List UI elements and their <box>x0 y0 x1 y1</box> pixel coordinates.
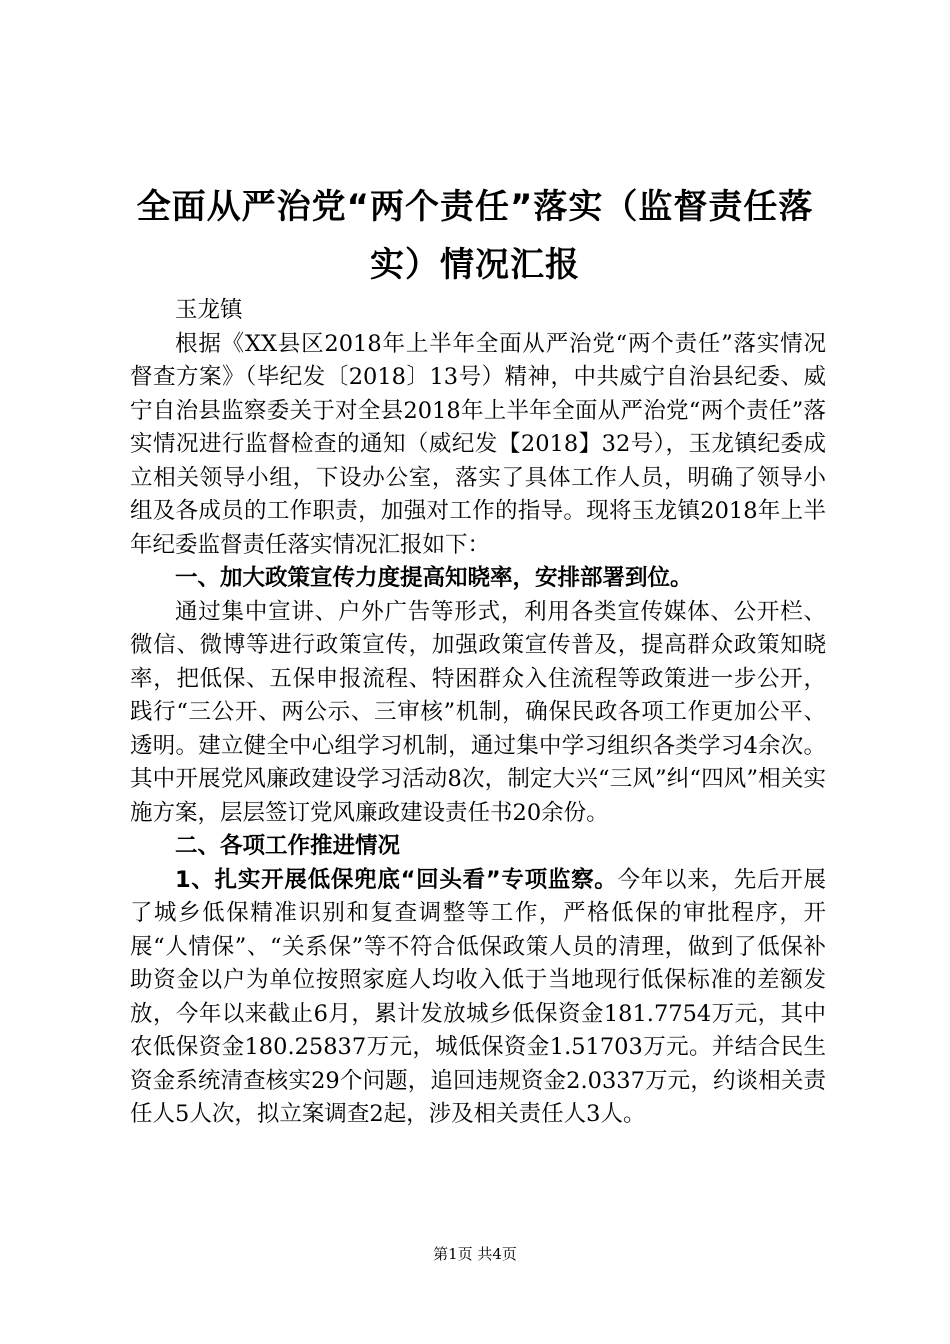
item-1-lead: 1、扎实开展低保兜底“回头看”专项监察。 <box>175 866 618 893</box>
author-line: 玉龙镇 <box>175 297 243 323</box>
document-body <box>130 294 826 1132</box>
section-1-heading: 一、加大政策宣传力度提高知晓率，安排部署到位。 <box>175 565 693 591</box>
section-2-heading: 二、各项工作推进情况 <box>175 833 401 859</box>
document-title: 全面从严治党“两个责任”落实（监督责任落实）情况汇报 <box>136 187 814 285</box>
intro-paragraph: 根据《XX县区2018年上半年全面从严治党“两个责任”落实情况督查方案》（毕纪发〔2018〕13号）精神，中共威宁自治县纪委、威宁自治县监察委关于对全县2018年上半年全面从严治党“两个责任”落实情况进行监督检查的通知（威纪发【2018】32号），玉龙镇纪委成立相关领导小组，下设办公室，落实了具体工作人员，明确了领导小组及各成员的工作职责，加强对工作的指导。现将玉龙镇2018年上半年纪委监督责任落实情况汇报如下： <box>130 330 826 558</box>
section-1-paragraph: 通过集中宣讲、户外广告等形式，利用各类宣传媒体、公开栏、微信、微博等进行政策宣传，加强政策宣传普及，提高群众政策知晓率，把低保、五保申报流程、特困群众入住流程等政策进一步公开，践行“三公开、两公示、三审核”机制，确保民政各项工作更加公平、透明。建立健全中心组学习机制，通过集中学习组织各类学习4余次。其中开展党风廉政建设学习活动8次，制定大兴“三风”纠“四风”相关实施方案，层层签订党风廉政建设责任书20余份。 <box>130 598 826 826</box>
item-1-paragraph <box>130 864 826 1132</box>
item-1-body: 今年以来，先后开展了城乡低保精准识别和复查调整等工作，严格低保的审批程序，开展“人情保”、“关系保”等不符合低保政策人员的清理，做到了低保补助资金以户为单位按照家庭人均收入低于当地现行低保标准的差额发放，今年以来截止6月，累计发放城乡低保资金181.7754万元，其中农低保资金180.25837万元，城低保资金1.51703万元。并结合民生资金系统清查核实29个问题，追回违规资金2.0337万元，约谈相关责任人5人次，拟立案调查2起，涉及相关责任人3人。 <box>130 866 826 1127</box>
page-footer: 第1页 共4页 <box>433 1245 517 1263</box>
